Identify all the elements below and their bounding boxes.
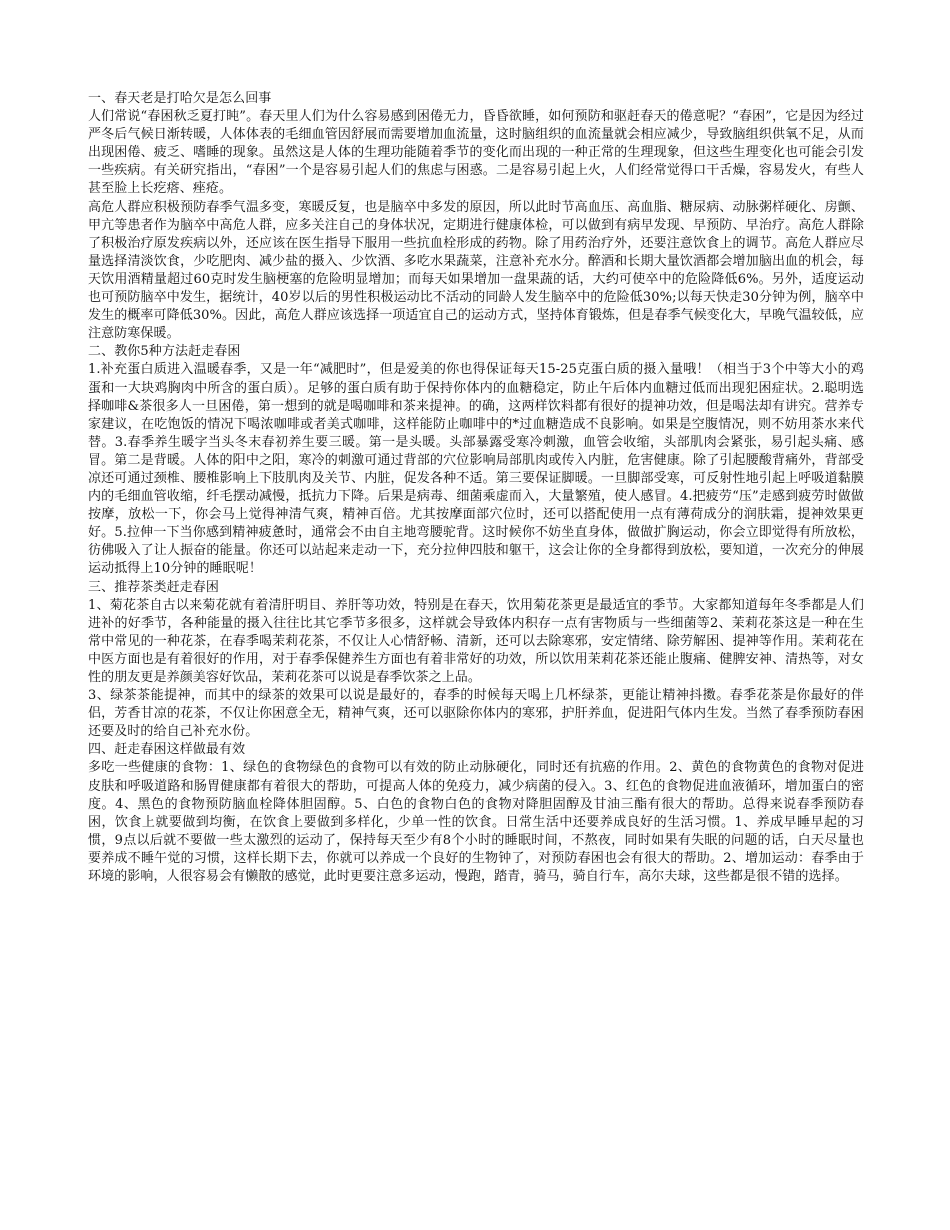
section-3-paragraph-2: 3、绿茶茶能提神，而其中的绿茶的效果可以说是最好的，春季的时候每天喝上几杯绿茶，更能让精神抖擞。春季花茶是你最好的伴侣，芳香甘凉的花茶，不仅让你困意全无，精神气爽，还可以驱除你体内的寒邪，护肝养血，促进阳气体内生发。当然了春季预防春困还要及时的给自己补充水份。	[88, 688, 864, 740]
section-1-heading: 一、春天老是打哈欠是怎么回事	[88, 91, 272, 106]
document-body	[88, 90, 864, 886]
section-4-paragraph-1: 多吃一些健康的食物：1、绿色的食物绿色的食物可以有效的防止动脉硬化，同时还有抗癌的作用。2、黄色的食物黄色的食物对促进皮肤和呼吸道路和肠胃健康都有着很大的帮助，可提高人体的免疫力，减少病菌的侵入。3、红色的食物促进血液循环，增加蛋白的密度。4、黑色的食物预防脑血栓降体胆固醇。5、白色的食物白色的食物对降胆固醇及甘油三酯有很大的帮助。总得来说春季预防春困，饮食上就要做到均衡，在饮食上要做到多样化，少单一性的饮食。日常生活中还要养成良好的生活习惯。1、养成早睡早起的习惯，9点以后就不要做一些太激烈的运动了，保持每天至少有8个小时的睡眠时间，不熬夜，同时如果有失眠的问题的话，白天尽量也要养成不睡午觉的习惯，这样长期下去，你就可以养成一个良好的生物钟了，对预防春困也会有很大的帮助。2、增加运动：春季由于环境的影响，人很容易会有懒散的感觉，此时更要注意多运动，慢跑，踏青，骑马，骑自行车，高尔夫球，这些都是很不错的选择。	[88, 760, 864, 885]
section-2-paragraph-1: 1.补充蛋白质进入温暖春季，又是一年“减肥时”，但是爱美的你也得保证每天15-25克蛋白质的摄入量哦！（相当于3个中等大小的鸡蛋和一大块鸡胸肉中所含的蛋白质）。足够的蛋白质有助于保持你体内的血糖稳定，防止午后体内血糖过低而出现犯困症状。2.聪明选择咖啡&茶很多人一旦困倦，第一想到的就是喝咖啡和茶来提神。的确，这两样饮料都有很好的提神功效，但是喝法却有讲究。营养专家建议，在吃饱饭的情况下喝浓咖啡或者美式咖啡，这样能防止咖啡中的*过血糖造成不良影响。如果是空腹情况，则不妨用茶水来代替。3.春季养生暖字当头冬末春初养生要三暖。第一是头暖。头部暴露受寒冷刺激，血管会收缩，头部肌肉会紧张，易引起头痛、感冒。第二是背暖。人体的阳中之阳，寒冷的刺激可通过背部的穴位影响局部肌肉或传入内脏，危害健康。除了引起腰酸背痛外，背部受凉还可通过颈椎、腰椎影响上下肢肌肉及关节、内脏，促发各种不适。第三要保证脚暖。一旦脚部受寒，可反射性地引起上呼吸道黏膜内的毛细血管收缩，纤毛摆动减慢，抵抗力下降。后果是病毒、细菌乘虚而入，大量繁殖，使人感冒。4.把疲劳“压”走感到疲劳时做做按摩，放松一下，你会马上觉得神清气爽，精神百倍。尤其按摩面部穴位时，还可以搭配使用一点有薄荷成分的润肤霜，提神效果更好。5.拉伸一下当你感到精神疲惫时，通常会不由自主地弯腰驼背。这时候你不妨坐直身体，做做扩胸运动，你会立即觉得有所放松，彷佛吸入了让人振奋的能量。你还可以站起来走动一下，充分拉伸四肢和躯干，这会让你的全身都得到放松，要知道，一次充分的伸展运动抵得上10分钟的睡眠呢！	[88, 362, 864, 577]
section-2-heading: 二、教你5种方法赶走春困	[88, 344, 241, 360]
section-4-heading: 四、赶走春困这样做最有效	[88, 742, 246, 758]
section-1-paragraph-1: 人们常说“春困秋乏夏打盹”。春天里人们为什么容易感到困倦无力，昏昏欲睡，如何预防和驱赶春天的倦意呢？“春困”，它是因为经过严冬后气候日渐转暖，人体体表的毛细血管因舒展而需要增加血流量，这时脑组织的血流量就会相应减少，导致脑组织供氧不足，从而出现困倦、疲乏、嗜睡的现象。虽然这是人体的生理功能随着季节的变化而出现的一种正常的生理现象，但这些生理变化也可能会引发一些疾病。有关研究指出，“春困”一个是容易引起人们的焦虑与困惑。二是容易引起上火，人们经常觉得口干舌燥，容易发火，有些人甚至脸上长疙瘩、痤疮。	[88, 109, 864, 197]
section-3-heading: 三、推荐茶类赶走春困	[88, 579, 220, 595]
section-1-paragraph-2: 高危人群应积极预防春季气温多变，寒暖反复，也是脑卒中多发的原因，所以此时节高血压、高血脂、糖尿病、动脉粥样硬化、房颤、甲亢等患者作为脑卒中高危人群，应多关注自己的身体状况，定期进行健康体检，可以做到有病早发现、早预防、早治疗。高危人群除了积极治疗原发疾病以外，还应该在医生指导下服用一些抗血栓形成的药物。除了用药治疗外，还要注意饮食上的调节。高危人群应尽量选择清淡饮食，少吃肥肉、减少盐的摄入、少饮酒、多吃水果蔬菜，注意补充水分。醉酒和长期大量饮酒都会增加脑出血的机会，每天饮用酒精量超过60克时发生脑梗塞的危险明显增加；而每天如果增加一盘果蔬的话，大约可使卒中的危险降低6%。另外，适度运动也可预防脑卒中发生，据统计，40岁以后的男性积极运动比不活动的同龄人发生脑卒中的危险低30%;以每天快走30分钟为例，脑卒中发生的概率可降低30%。因此，高危人群应该选择一项适宜自己的运动方式，坚持体育锻炼，但是春季气候变化大，早晚气温较低，应注意防寒保暖。	[88, 199, 864, 342]
section-3-paragraph-1: 1、菊花茶自古以来菊花就有着清肝明目、养肝等功效，特别是在春天，饮用菊花茶更是最适宜的季节。大家都知道每年冬季都是人们进补的好季节，各种能量的摄入往往比其它季节多很多，这样就会导致体内积存一点有害物质与一些细菌等2、茉莉花茶这是一种在生常中常见的一种花茶，在春季喝茉莉花茶，不仅让人心情舒畅、清新，还可以去除寒邪，安定情绪、除劳解困、提神等作用。茉莉花在中医方面也是有着很好的作用，对于春季保健养生方面也有着非常好的功效，所以饮用茉莉花茶还能止腹痛、健脾安神、清热等，对女性的朋友更是养颜美容好饮品，茉莉花茶可以说是春季饮茶之上品。	[88, 597, 864, 685]
